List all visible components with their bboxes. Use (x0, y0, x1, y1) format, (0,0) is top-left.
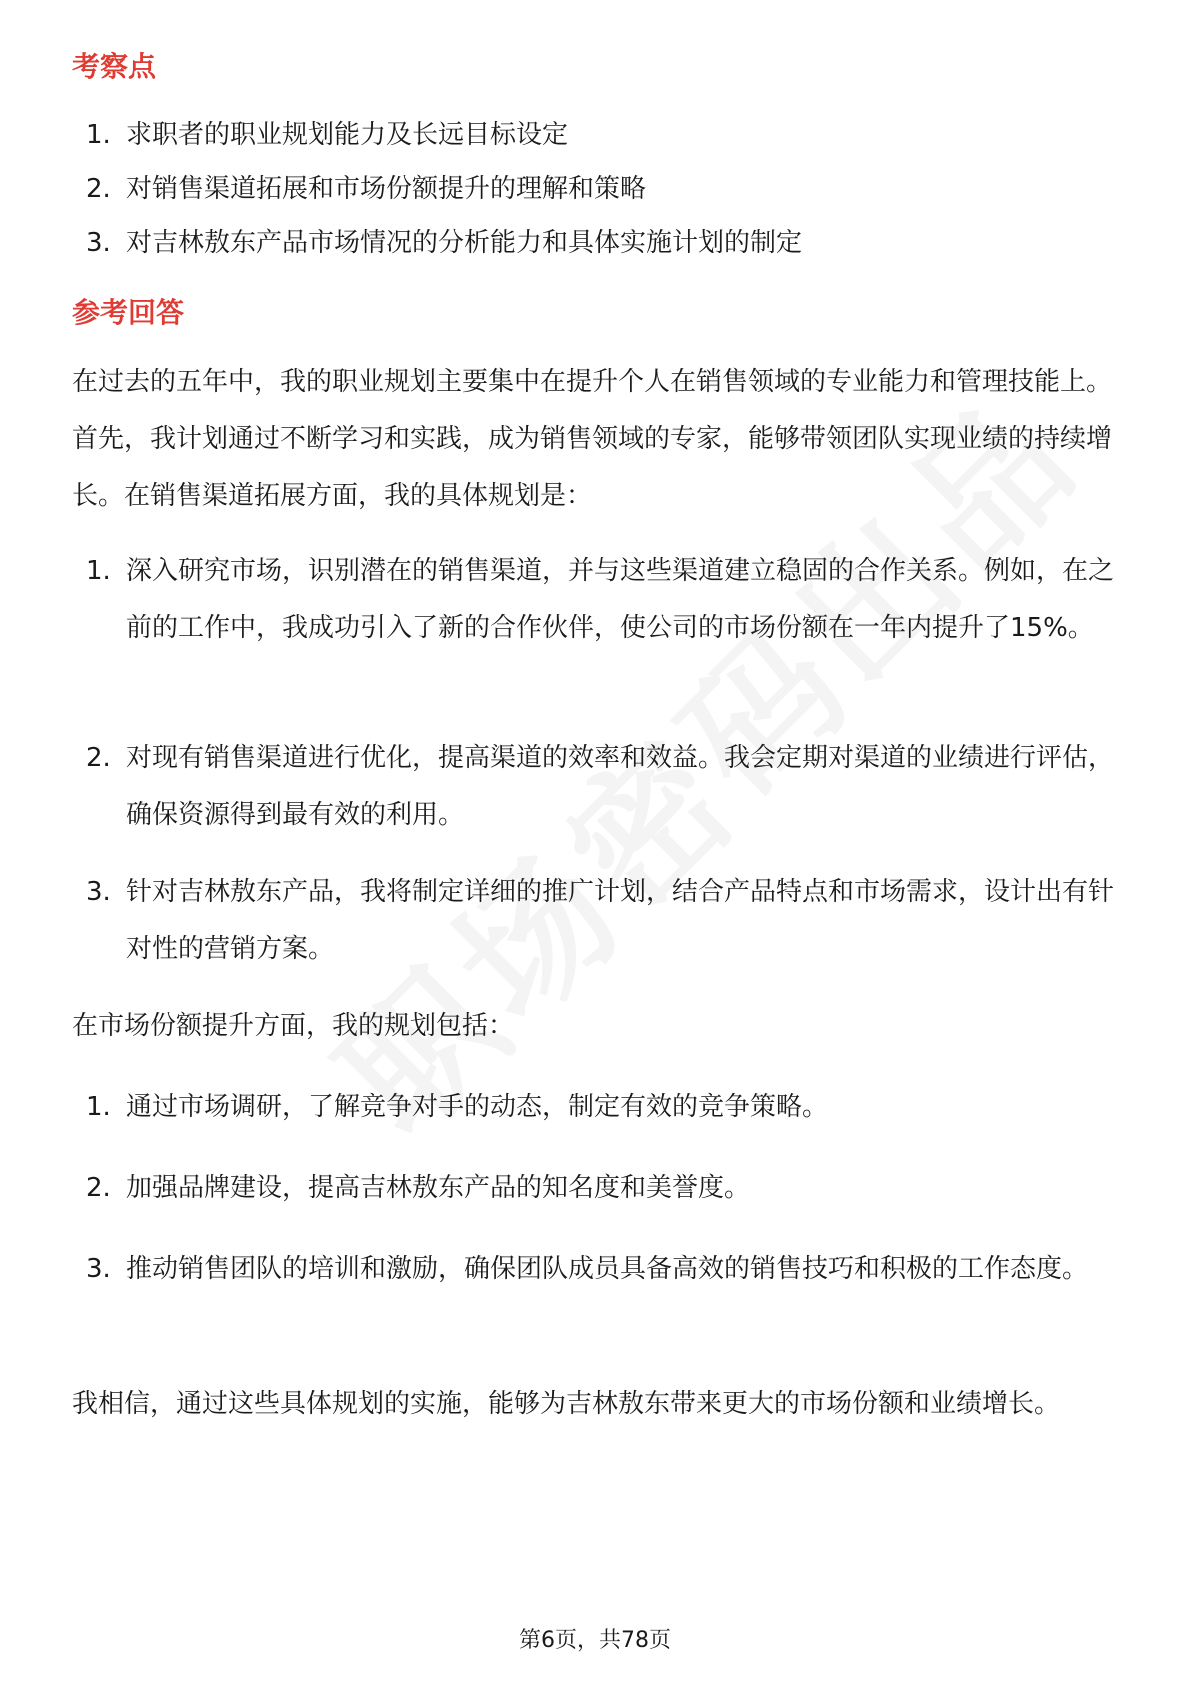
list-number: 3. (86, 877, 111, 907)
list-number: 2. (86, 174, 111, 204)
list-text: 通过市场调研，了解竞争对手的动态，制定有效的竞争策略。 (126, 1092, 829, 1122)
list-text: 推动销售团队的培训和激励，确保团队成员具备高效的销售技巧和积极的工作态度。 (126, 1254, 1089, 1284)
list-item (86, 107, 1126, 164)
section-title-key-points: 考察点 (72, 50, 157, 83)
list-item (86, 543, 1126, 657)
list-item (86, 1079, 1126, 1136)
page-number: 第6页，共78页 (519, 1628, 671, 1653)
list-text: 对销售渠道拓展和市场份额提升的理解和策略 (126, 174, 647, 204)
list-text: 对吉林敖东产品市场情况的分析能力和具体实施计划的制定 (126, 228, 803, 258)
list-number: 3. (86, 1254, 111, 1284)
list-number: 2. (86, 743, 111, 773)
list-text: 求职者的职业规划能力及长远目标设定 (126, 120, 569, 150)
list-item (86, 161, 1126, 218)
list-item (86, 1160, 1126, 1217)
list-item (86, 730, 1126, 844)
list-item (86, 1241, 1126, 1298)
intro-paragraph: 在过去的五年中，我的职业规划主要集中在提升个人在销售领域的专业能力和管理技能上。首先，我计划通过不断学习和实践，成为销售领域的专家，能够带领团队实现业绩的持续增长。在销售渠道拓展方面，我的具体规划是： (72, 367, 1113, 511)
section-title-reference-answer: 参考回答 (72, 296, 185, 329)
list-number: 1. (86, 556, 111, 586)
list-text: 加强品牌建设，提高吉林敖东产品的知名度和美誉度。 (126, 1173, 751, 1203)
list-number: 3. (86, 228, 111, 258)
list-item (86, 215, 1126, 272)
list-number: 2. (86, 1173, 111, 1203)
list-number: 1. (86, 1092, 111, 1122)
list-text: 对现有销售渠道进行优化，提高渠道的效率和效益。我会定期对渠道的业绩进行评估，确保资源得到最有效的利用。 (126, 743, 1115, 830)
list-text: 针对吉林敖东产品，我将制定详细的推广计划，结合产品特点和市场需求，设计出有针对性的营销方案。 (126, 877, 1115, 964)
list-number: 1. (86, 120, 111, 150)
market-intro-paragraph: 在市场份额提升方面，我的规划包括： (72, 1011, 515, 1041)
list-text: 深入研究市场，识别潜在的销售渠道，并与这些渠道建立稳固的合作关系。例如，在之前的工作中，我成功引入了新的合作伙伴，使公司的市场份额在一年内提升了15%。 (126, 556, 1115, 643)
list-item (86, 864, 1126, 978)
conclusion-paragraph: 我相信，通过这些具体规划的实施，能够为吉林敖东带来更大的市场份额和业绩增长。 (72, 1389, 1061, 1419)
